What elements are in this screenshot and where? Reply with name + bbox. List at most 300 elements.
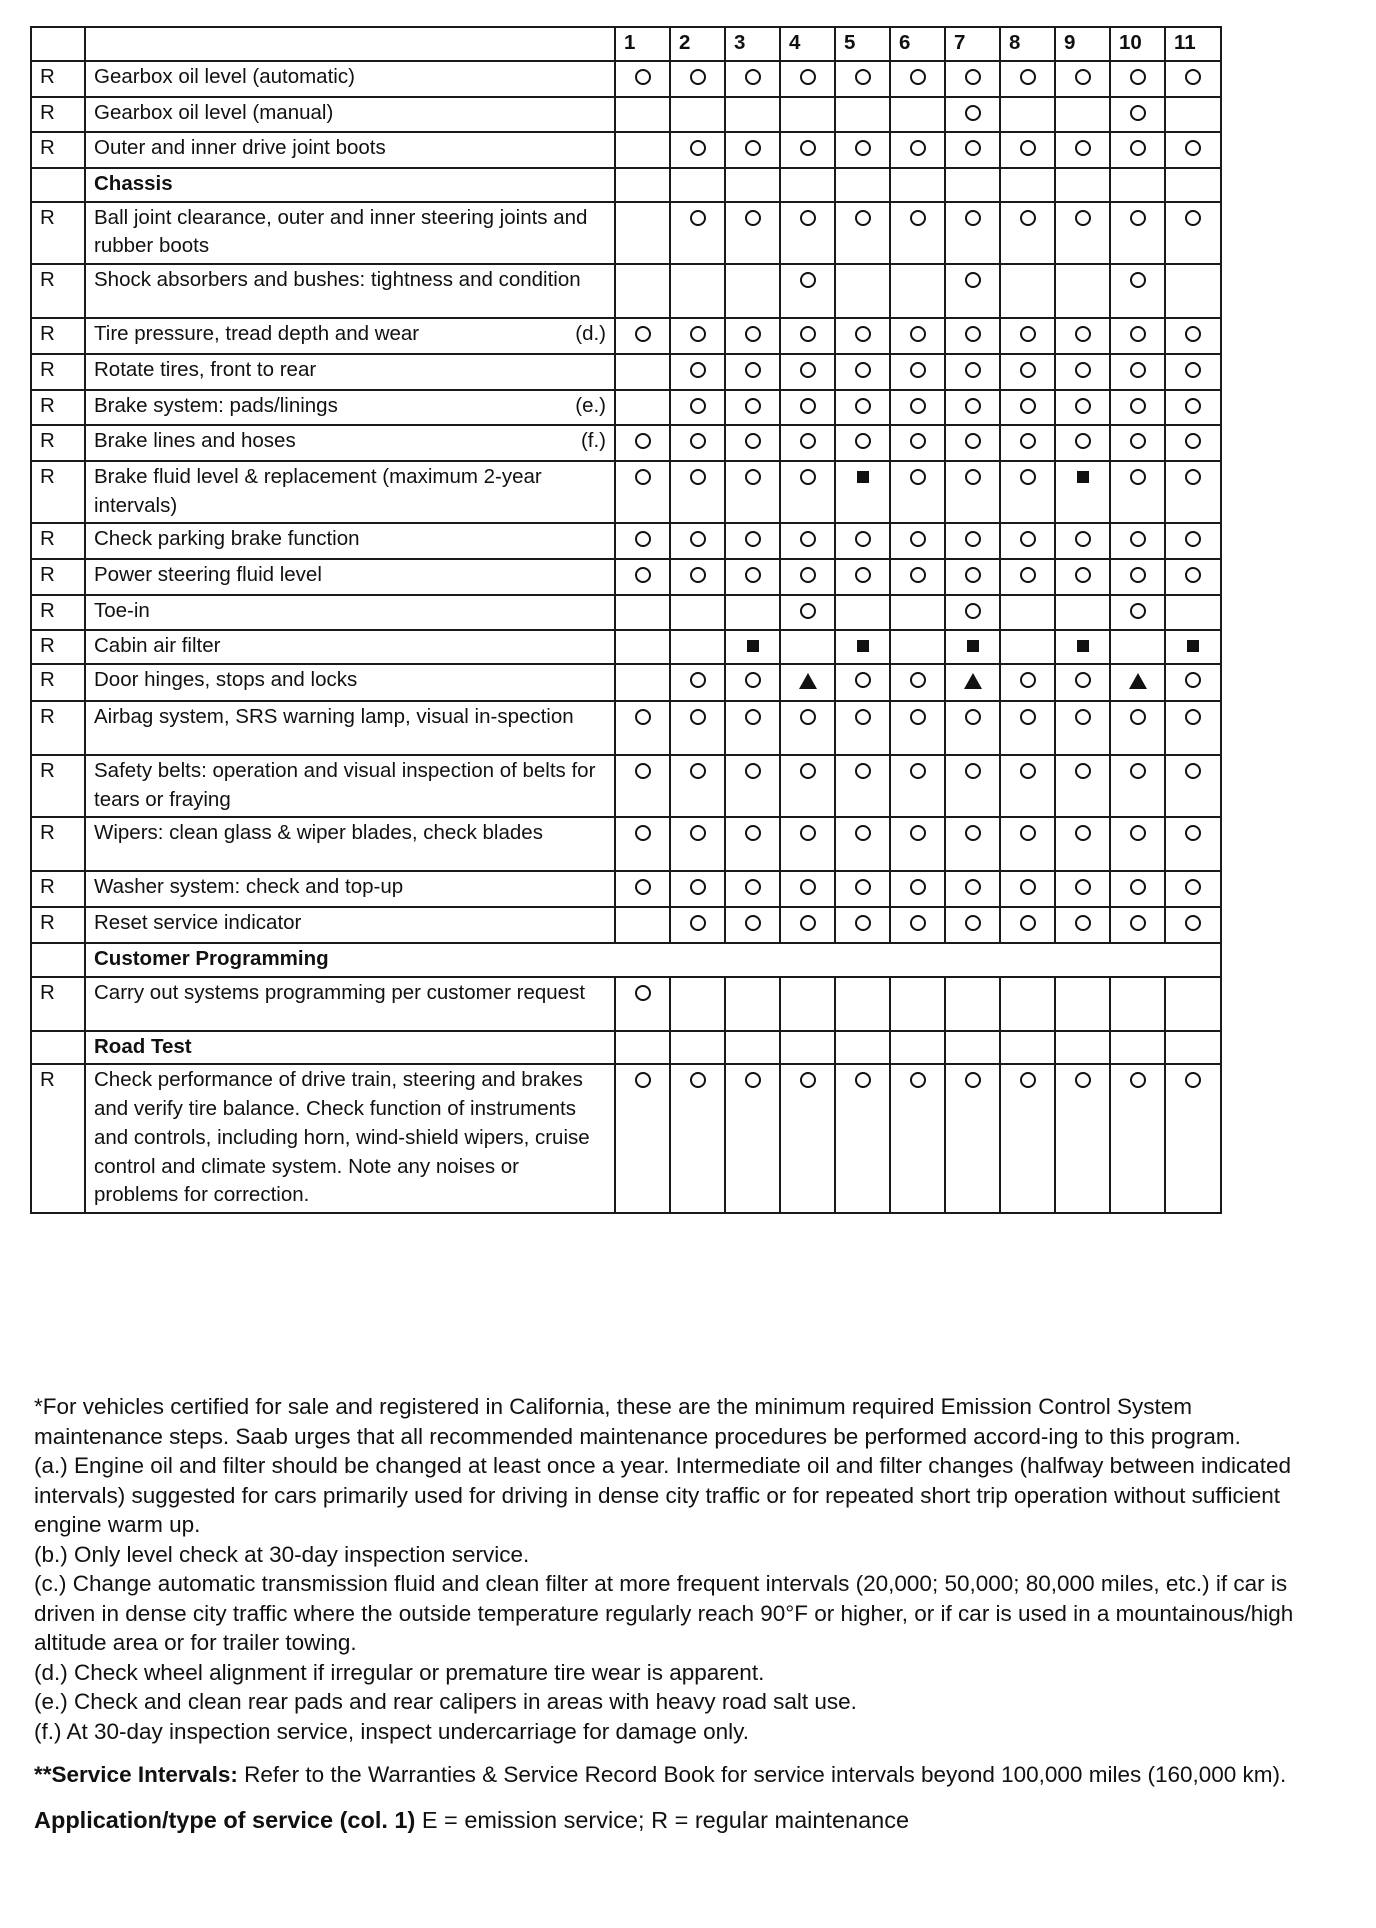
maintenance-schedule-table xyxy=(30,26,1222,1214)
application-type: R xyxy=(31,264,85,318)
circle-mark-icon xyxy=(800,709,816,725)
circle-mark-icon xyxy=(1185,879,1201,895)
mark-cell xyxy=(1165,354,1221,390)
mark-cell xyxy=(780,907,835,943)
mark-cell xyxy=(835,630,890,664)
mark-cell xyxy=(1165,755,1221,817)
mark-cell xyxy=(1110,664,1165,701)
mark-cell xyxy=(780,202,835,264)
application-type: R xyxy=(31,202,85,264)
circle-mark-icon xyxy=(1020,469,1036,485)
mark-cell xyxy=(670,630,725,664)
circle-mark-icon xyxy=(910,763,926,779)
mark-cell xyxy=(1165,390,1221,426)
item-cell: Door hinges, stops and locks xyxy=(85,664,615,701)
column-header: 3 xyxy=(725,27,780,61)
mark-cell xyxy=(835,97,890,133)
item-cell: Gearbox oil level (manual) xyxy=(85,97,615,133)
item-text: Brake system: pads/linings xyxy=(94,393,338,417)
circle-mark-icon xyxy=(910,69,926,85)
mark-cell xyxy=(1165,907,1221,943)
circle-mark-icon xyxy=(800,326,816,342)
column-header: 5 xyxy=(835,27,890,61)
triangle-mark-icon xyxy=(1129,673,1147,689)
mark-cell xyxy=(1000,318,1055,354)
circle-mark-icon xyxy=(745,763,761,779)
circle-mark-icon xyxy=(800,879,816,895)
circle-mark-icon xyxy=(1075,672,1091,688)
circle-mark-icon xyxy=(910,672,926,688)
mark-cell xyxy=(945,425,1000,461)
circle-mark-icon xyxy=(1185,398,1201,414)
mark-cell xyxy=(945,354,1000,390)
footnote-item: (b.) Only level check at 30-day inspection service. xyxy=(34,1541,530,1567)
circle-mark-icon xyxy=(1130,469,1146,485)
circle-mark-icon xyxy=(1075,433,1091,449)
header-corner-cell xyxy=(31,27,85,61)
circle-mark-icon xyxy=(1075,825,1091,841)
column-header: 2 xyxy=(670,27,725,61)
circle-mark-icon xyxy=(1020,531,1036,547)
mark-cell xyxy=(945,817,1000,871)
circle-mark-icon xyxy=(1185,915,1201,931)
table-row xyxy=(31,425,1221,461)
mark-cell xyxy=(1055,354,1110,390)
mark-cell xyxy=(615,1064,670,1212)
circle-mark-icon xyxy=(1185,1072,1201,1088)
circle-mark-icon xyxy=(1185,709,1201,725)
mark-cell xyxy=(890,97,945,133)
mark-cell xyxy=(835,664,890,701)
mark-cell xyxy=(615,97,670,133)
circle-mark-icon xyxy=(965,709,981,725)
circle-mark-icon xyxy=(1020,709,1036,725)
mark-cell xyxy=(615,132,670,168)
mark-cell xyxy=(1055,425,1110,461)
circle-mark-icon xyxy=(1130,709,1146,725)
square-mark-icon xyxy=(1077,471,1089,483)
column-header: 9 xyxy=(1055,27,1110,61)
table-row xyxy=(31,664,1221,701)
circle-mark-icon xyxy=(855,567,871,583)
mark-cell xyxy=(835,701,890,755)
mark-cell xyxy=(780,755,835,817)
mark-cell xyxy=(890,755,945,817)
circle-mark-icon xyxy=(1020,140,1036,156)
mark-cell xyxy=(1055,61,1110,97)
footnote-item: (e.) Check and clean rear pads and rear calipers in areas with heavy road salt use. xyxy=(34,1689,857,1714)
mark-cell xyxy=(945,630,1000,664)
footnotes xyxy=(34,1392,1324,1835)
item-cell xyxy=(85,425,615,461)
mark-cell xyxy=(1055,390,1110,426)
application-type: R xyxy=(31,977,85,1031)
mark-cell xyxy=(1055,523,1110,559)
circle-mark-icon xyxy=(800,567,816,583)
mark-cell xyxy=(890,977,945,1031)
circle-mark-icon xyxy=(745,825,761,841)
item-cell xyxy=(85,390,615,426)
mark-cell xyxy=(670,97,725,133)
circle-mark-icon xyxy=(1020,210,1036,226)
column-header: 6 xyxy=(890,27,945,61)
mark-cell xyxy=(780,390,835,426)
mark-cell xyxy=(780,1064,835,1212)
mark-cell xyxy=(1055,264,1110,318)
circle-mark-icon xyxy=(1185,362,1201,378)
service-intervals-label: **Service Intervals: xyxy=(34,1762,238,1787)
item-cell: Rotate tires, front to rear xyxy=(85,354,615,390)
circle-mark-icon xyxy=(965,1072,981,1088)
mark-cell xyxy=(670,559,725,595)
item-cell: Ball joint clearance, outer and inner steering joints and rubber boots xyxy=(85,202,615,264)
mark-cell xyxy=(835,523,890,559)
mark-cell xyxy=(615,523,670,559)
footnote-california: *For vehicles certified for sale and registered in California, these are the minimum required Emission Control System maintenance steps. Saab urges that all recommended maintenance procedures be performed accord-ing to this program. xyxy=(34,1394,1241,1449)
column-header: 4 xyxy=(780,27,835,61)
square-mark-icon xyxy=(857,640,869,652)
mark-cell xyxy=(835,354,890,390)
circle-mark-icon xyxy=(1130,272,1146,288)
mark-cell xyxy=(725,755,780,817)
circle-mark-icon xyxy=(965,531,981,547)
circle-mark-icon xyxy=(855,672,871,688)
circle-mark-icon xyxy=(800,272,816,288)
mark-cell xyxy=(1055,318,1110,354)
circle-mark-icon xyxy=(965,69,981,85)
mark-cell xyxy=(1165,1064,1221,1212)
mark-cell xyxy=(1165,97,1221,133)
circle-mark-icon xyxy=(690,140,706,156)
circle-mark-icon xyxy=(1130,433,1146,449)
mark-cell xyxy=(835,1031,890,1065)
mark-cell xyxy=(725,202,780,264)
application-type: R xyxy=(31,664,85,701)
circle-mark-icon xyxy=(745,326,761,342)
section-title: Chassis xyxy=(85,168,615,202)
circle-mark-icon xyxy=(1020,69,1036,85)
item-cell xyxy=(85,318,615,354)
mark-cell xyxy=(945,559,1000,595)
circle-mark-icon xyxy=(800,603,816,619)
mark-cell xyxy=(945,264,1000,318)
mark-cell xyxy=(780,264,835,318)
circle-mark-icon xyxy=(745,362,761,378)
circle-mark-icon xyxy=(1185,433,1201,449)
circle-mark-icon xyxy=(1130,531,1146,547)
mark-cell xyxy=(670,61,725,97)
mark-cell xyxy=(1000,630,1055,664)
mark-cell xyxy=(1165,425,1221,461)
mark-cell xyxy=(835,61,890,97)
mark-cell xyxy=(1165,264,1221,318)
mark-cell xyxy=(890,61,945,97)
circle-mark-icon xyxy=(745,469,761,485)
mark-cell xyxy=(1110,630,1165,664)
mark-cell xyxy=(615,354,670,390)
circle-mark-icon xyxy=(800,531,816,547)
mark-cell xyxy=(1165,132,1221,168)
mark-cell xyxy=(1000,1031,1055,1065)
circle-mark-icon xyxy=(635,531,651,547)
circle-mark-icon xyxy=(1130,763,1146,779)
application-type: R xyxy=(31,1064,85,1212)
mark-cell xyxy=(835,132,890,168)
circle-mark-icon xyxy=(965,362,981,378)
mark-cell xyxy=(835,390,890,426)
circle-mark-icon xyxy=(965,603,981,619)
footnote-item: (f.) At 30-day inspection service, inspect undercarriage for damage only. xyxy=(34,1718,749,1744)
circle-mark-icon xyxy=(1020,398,1036,414)
table-row xyxy=(31,755,1221,817)
circle-mark-icon xyxy=(1130,140,1146,156)
square-mark-icon xyxy=(967,640,979,652)
mark-cell xyxy=(670,168,725,202)
mark-cell xyxy=(780,559,835,595)
circle-mark-icon xyxy=(1130,603,1146,619)
mark-cell xyxy=(890,817,945,871)
circle-mark-icon xyxy=(690,210,706,226)
mark-cell xyxy=(1110,132,1165,168)
mark-cell xyxy=(1000,755,1055,817)
mark-cell xyxy=(890,390,945,426)
mark-cell xyxy=(1110,977,1165,1031)
circle-mark-icon xyxy=(965,567,981,583)
mark-cell xyxy=(835,461,890,523)
mark-cell xyxy=(780,97,835,133)
mark-cell xyxy=(615,977,670,1031)
table-row xyxy=(31,390,1221,426)
mark-cell xyxy=(1055,1064,1110,1212)
mark-cell xyxy=(780,523,835,559)
mark-cell xyxy=(615,61,670,97)
mark-cell xyxy=(725,354,780,390)
circle-mark-icon xyxy=(1185,763,1201,779)
mark-cell xyxy=(670,595,725,631)
mark-cell xyxy=(1000,907,1055,943)
mark-cell xyxy=(725,871,780,907)
mark-cell xyxy=(670,132,725,168)
table-row xyxy=(31,318,1221,354)
mark-cell xyxy=(1110,264,1165,318)
circle-mark-icon xyxy=(1130,879,1146,895)
circle-mark-icon xyxy=(800,1072,816,1088)
mark-cell xyxy=(780,461,835,523)
mark-cell xyxy=(670,523,725,559)
circle-mark-icon xyxy=(1075,326,1091,342)
mark-cell xyxy=(835,1064,890,1212)
mark-cell xyxy=(945,1064,1000,1212)
circle-mark-icon xyxy=(855,763,871,779)
circle-mark-icon xyxy=(745,709,761,725)
column-header: 7 xyxy=(945,27,1000,61)
circle-mark-icon xyxy=(910,915,926,931)
circle-mark-icon xyxy=(965,105,981,121)
circle-mark-icon xyxy=(910,825,926,841)
circle-mark-icon xyxy=(800,763,816,779)
mark-cell xyxy=(670,425,725,461)
maintenance-schedule-sheet xyxy=(30,26,1220,1214)
mark-cell xyxy=(945,461,1000,523)
mark-cell xyxy=(670,871,725,907)
circle-mark-icon xyxy=(855,531,871,547)
circle-mark-icon xyxy=(855,879,871,895)
circle-mark-icon xyxy=(690,672,706,688)
application-type: R xyxy=(31,817,85,871)
table-row xyxy=(31,264,1221,318)
mark-cell xyxy=(1165,664,1221,701)
mark-cell xyxy=(835,907,890,943)
circle-mark-icon xyxy=(745,433,761,449)
mark-cell xyxy=(725,1031,780,1065)
circle-mark-icon xyxy=(1075,709,1091,725)
mark-cell xyxy=(1165,595,1221,631)
table-row xyxy=(31,977,1221,1031)
mark-cell xyxy=(890,318,945,354)
mark-cell xyxy=(615,701,670,755)
application-label: Application/type of service (col. 1) xyxy=(34,1806,416,1833)
mark-cell xyxy=(835,871,890,907)
mark-cell xyxy=(780,630,835,664)
circle-mark-icon xyxy=(855,210,871,226)
mark-cell xyxy=(1110,559,1165,595)
mark-cell xyxy=(615,630,670,664)
square-mark-icon xyxy=(1077,640,1089,652)
circle-mark-icon xyxy=(745,398,761,414)
item-text: Tire pressure, tread depth and wear xyxy=(94,322,420,346)
mark-cell xyxy=(725,390,780,426)
circle-mark-icon xyxy=(1185,69,1201,85)
mark-cell xyxy=(1110,817,1165,871)
circle-mark-icon xyxy=(910,433,926,449)
mark-cell xyxy=(1055,817,1110,871)
application-type: R xyxy=(31,97,85,133)
mark-cell xyxy=(945,390,1000,426)
mark-cell xyxy=(890,264,945,318)
application-type: R xyxy=(31,318,85,354)
column-header: 11 xyxy=(1165,27,1221,61)
mark-cell xyxy=(835,595,890,631)
circle-mark-icon xyxy=(1130,210,1146,226)
circle-mark-icon xyxy=(800,398,816,414)
circle-mark-icon xyxy=(1075,567,1091,583)
footnote-item: (c.) Change automatic transmission fluid and clean filter at more frequent intervals (20,000; 50,000; 80,000 miles, etc.) if car is driven in dense city traffic where the outside temperature regularly reach 90°F or higher, or if car is used in a mountainous/high altitude area or for trailer towing. xyxy=(34,1571,1294,1655)
mark-cell xyxy=(725,318,780,354)
table-row xyxy=(31,132,1221,168)
mark-cell xyxy=(670,318,725,354)
circle-mark-icon xyxy=(690,915,706,931)
mark-cell xyxy=(1055,630,1110,664)
circle-mark-icon xyxy=(690,763,706,779)
circle-mark-icon xyxy=(910,709,926,725)
item-note-ref: (f.) xyxy=(580,429,606,453)
circle-mark-icon xyxy=(690,1072,706,1088)
circle-mark-icon xyxy=(965,469,981,485)
header-item-cell xyxy=(85,27,615,61)
column-header: 10 xyxy=(1110,27,1165,61)
item-cell: Outer and inner drive joint boots xyxy=(85,132,615,168)
table-row xyxy=(31,817,1221,871)
item-cell: Shock absorbers and bushes: tightness and condition xyxy=(85,264,615,318)
circle-mark-icon xyxy=(855,709,871,725)
mark-cell xyxy=(725,664,780,701)
circle-mark-icon xyxy=(1020,433,1036,449)
mark-cell xyxy=(1110,701,1165,755)
mark-cell xyxy=(670,461,725,523)
mark-cell xyxy=(945,595,1000,631)
mark-cell xyxy=(1110,523,1165,559)
circle-mark-icon xyxy=(635,763,651,779)
table-row xyxy=(31,97,1221,133)
footnote-item: (d.) Check wheel alignment if irregular or premature tire wear is apparent. xyxy=(34,1659,765,1685)
circle-mark-icon xyxy=(1075,763,1091,779)
mark-cell xyxy=(890,871,945,907)
triangle-mark-icon xyxy=(799,673,817,689)
circle-mark-icon xyxy=(910,531,926,547)
mark-cell xyxy=(890,907,945,943)
mark-cell xyxy=(615,595,670,631)
mark-cell xyxy=(1000,871,1055,907)
mark-cell xyxy=(1165,871,1221,907)
mark-cell xyxy=(1110,354,1165,390)
table-row xyxy=(31,461,1221,523)
mark-cell xyxy=(1110,61,1165,97)
mark-cell xyxy=(835,755,890,817)
square-mark-icon xyxy=(1187,640,1199,652)
circle-mark-icon xyxy=(800,433,816,449)
circle-mark-icon xyxy=(745,531,761,547)
circle-mark-icon xyxy=(855,362,871,378)
mark-cell xyxy=(780,977,835,1031)
mark-cell xyxy=(835,168,890,202)
item-cell: Toe-in xyxy=(85,595,615,631)
mark-cell xyxy=(1055,701,1110,755)
mark-cell xyxy=(890,425,945,461)
circle-mark-icon xyxy=(1020,825,1036,841)
mark-cell xyxy=(1055,559,1110,595)
item-cell: Power steering fluid level xyxy=(85,559,615,595)
section-title: Road Test xyxy=(85,1031,615,1065)
circle-mark-icon xyxy=(965,825,981,841)
table-row xyxy=(31,907,1221,943)
mark-cell xyxy=(1055,595,1110,631)
table-row xyxy=(31,630,1221,664)
table-row xyxy=(31,701,1221,755)
mark-cell xyxy=(670,701,725,755)
circle-mark-icon xyxy=(855,825,871,841)
mark-cell xyxy=(1110,390,1165,426)
circle-mark-icon xyxy=(1130,362,1146,378)
mark-cell xyxy=(1000,701,1055,755)
circle-mark-icon xyxy=(635,326,651,342)
square-mark-icon xyxy=(857,471,869,483)
mark-cell xyxy=(945,755,1000,817)
circle-mark-icon xyxy=(965,763,981,779)
mark-cell xyxy=(945,132,1000,168)
mark-cell xyxy=(945,97,1000,133)
circle-mark-icon xyxy=(690,362,706,378)
mark-cell xyxy=(890,701,945,755)
circle-mark-icon xyxy=(690,433,706,449)
circle-mark-icon xyxy=(1130,1072,1146,1088)
item-cell: Wipers: clean glass & wiper blades, check blades xyxy=(85,817,615,871)
mark-cell xyxy=(780,318,835,354)
mark-cell xyxy=(945,977,1000,1031)
mark-cell xyxy=(945,907,1000,943)
mark-cell xyxy=(890,559,945,595)
circle-mark-icon xyxy=(690,709,706,725)
mark-cell xyxy=(725,1064,780,1212)
